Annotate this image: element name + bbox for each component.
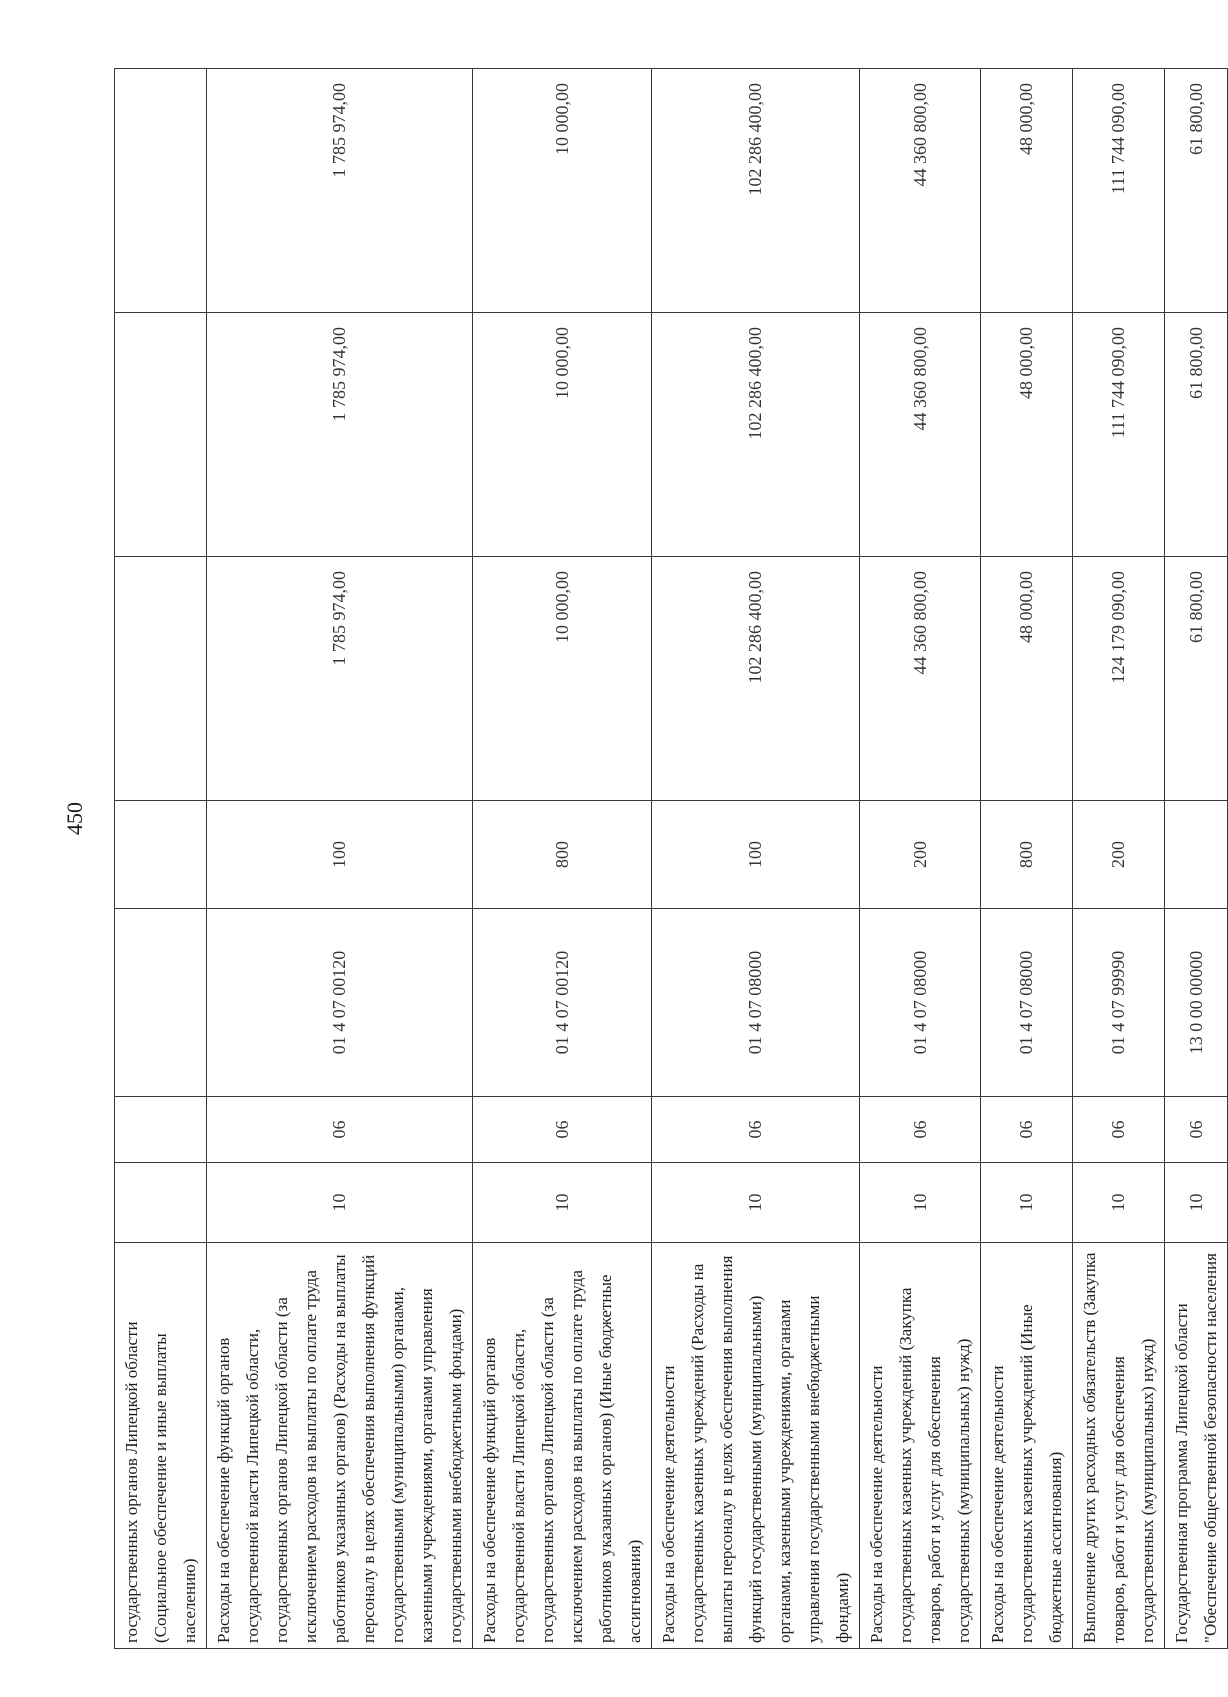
row-description: Расходы на обеспечение деятельности государственных казенных учреждений (Расходы на выплаты персоналу в целях обеспечения выполнения функций государственными (муниципальными) органами, казенными учреждениями, органами управления государственными внебюджетными фондами) (652, 1243, 860, 1649)
target-article-code: 01 4 07 00120 (473, 909, 652, 1097)
target-article-code: 13 0 00 00000 (1165, 909, 1228, 1097)
target-article-code: 01 4 07 08000 (652, 909, 860, 1097)
expense-type-code: 100 (207, 801, 473, 909)
chapter-code (115, 1163, 207, 1243)
amount-year-3: 61 800,00 (1165, 69, 1228, 313)
table-row (981, 69, 1073, 1649)
amount-year-1: 61 800,00 (1165, 557, 1228, 801)
expense-type-code (115, 801, 207, 909)
table-row (1165, 69, 1228, 1649)
target-article-code: 01 4 07 99990 (1073, 909, 1165, 1097)
row-description: Государственная программа Липецкой области "Обеспечение общественной безопасности населения (1165, 1243, 1228, 1649)
page-number: 450 (62, 802, 87, 835)
subsection-code: 06 (207, 1097, 473, 1163)
expense-type-code: 200 (860, 801, 981, 909)
amount-year-3: 44 360 800,00 (860, 69, 981, 313)
chapter-code: 10 (1165, 1163, 1228, 1243)
expense-type-code: 800 (473, 801, 652, 909)
target-article-code: 01 4 07 00120 (207, 909, 473, 1097)
amount-year-3 (115, 69, 207, 313)
expense-type-code: 100 (652, 801, 860, 909)
table-row (1073, 69, 1165, 1649)
amount-year-2: 10 000,00 (473, 313, 652, 557)
amount-year-1: 102 286 400,00 (652, 557, 860, 801)
amount-year-3: 1 785 974,00 (207, 69, 473, 313)
amount-year-3: 102 286 400,00 (652, 69, 860, 313)
expense-type-code: 800 (981, 801, 1073, 909)
amount-year-1: 44 360 800,00 (860, 557, 981, 801)
amount-year-2: 102 286 400,00 (652, 313, 860, 557)
amount-year-3: 111 744 090,00 (1073, 69, 1165, 313)
row-description: Расходы на обеспечение деятельности государственных казенных учреждений (Иные бюджетные ассигнования) (981, 1243, 1073, 1649)
chapter-code: 10 (473, 1163, 652, 1243)
chapter-code: 10 (1073, 1163, 1165, 1243)
target-article-code: 01 4 07 08000 (981, 909, 1073, 1097)
subsection-code: 06 (652, 1097, 860, 1163)
chapter-code: 10 (860, 1163, 981, 1243)
amount-year-2: 44 360 800,00 (860, 313, 981, 557)
amount-year-1: 10 000,00 (473, 557, 652, 801)
budget-table (114, 68, 1228, 1649)
amount-year-2: 111 744 090,00 (1073, 313, 1165, 557)
table-row (115, 69, 207, 1649)
row-description: государственных органов Липецкой области (Социальное обеспечение и иные выплаты населению) (115, 1243, 207, 1649)
amount-year-3: 10 000,00 (473, 69, 652, 313)
chapter-code: 10 (981, 1163, 1073, 1243)
amount-year-2: 1 785 974,00 (207, 313, 473, 557)
amount-year-2 (115, 313, 207, 557)
expense-type-code: 200 (1073, 801, 1165, 909)
amount-year-3: 48 000,00 (981, 69, 1073, 313)
amount-year-2: 48 000,00 (981, 313, 1073, 557)
amount-year-1: 48 000,00 (981, 557, 1073, 801)
target-article-code: 01 4 07 08000 (860, 909, 981, 1097)
amount-year-1: 124 179 090,00 (1073, 557, 1165, 801)
subsection-code (115, 1097, 207, 1163)
table-row (652, 69, 860, 1649)
row-description: Расходы на обеспечение функций органов государственной власти Липецкой области, государственных органов Липецкой области (за исключением расходов на выплаты по оплате труда работников указанных органов) (Расходы на выплаты персоналу в целях обеспечения выполнения функций государственными (муниципальными) органами, казенными учреждениями, органами управления государственными внебюджетными фондами) (207, 1243, 473, 1649)
table-row (860, 69, 981, 1649)
subsection-code: 06 (1165, 1097, 1228, 1163)
subsection-code: 06 (860, 1097, 981, 1163)
row-description: Расходы на обеспечение деятельности государственных казенных учреждений (Закупка товаров, работ и услуг для обеспечения государственных (муниципальных) нужд) (860, 1243, 981, 1649)
row-description: Расходы на обеспечение функций органов государственной власти Липецкой области, государственных органов Липецкой области (за исключением расходов на выплаты по оплате труда работников указанных органов) (Иные бюджетные ассигнования) (473, 1243, 652, 1649)
amount-year-2: 61 800,00 (1165, 313, 1228, 557)
amount-year-1: 1 785 974,00 (207, 557, 473, 801)
chapter-code: 10 (207, 1163, 473, 1243)
table-row (207, 69, 473, 1649)
table-row (473, 69, 652, 1649)
subsection-code: 06 (473, 1097, 652, 1163)
subsection-code: 06 (1073, 1097, 1165, 1163)
rotated-budget-table-wrapper (114, 69, 1220, 1649)
chapter-code: 10 (652, 1163, 860, 1243)
amount-year-1 (115, 557, 207, 801)
row-description: Выполнение других расходных обязательств (Закупка товаров, работ и услуг для обеспечения государственных (муниципальных) нужд) (1073, 1243, 1165, 1649)
subsection-code: 06 (981, 1097, 1073, 1163)
expense-type-code (1165, 801, 1228, 909)
target-article-code (115, 909, 207, 1097)
